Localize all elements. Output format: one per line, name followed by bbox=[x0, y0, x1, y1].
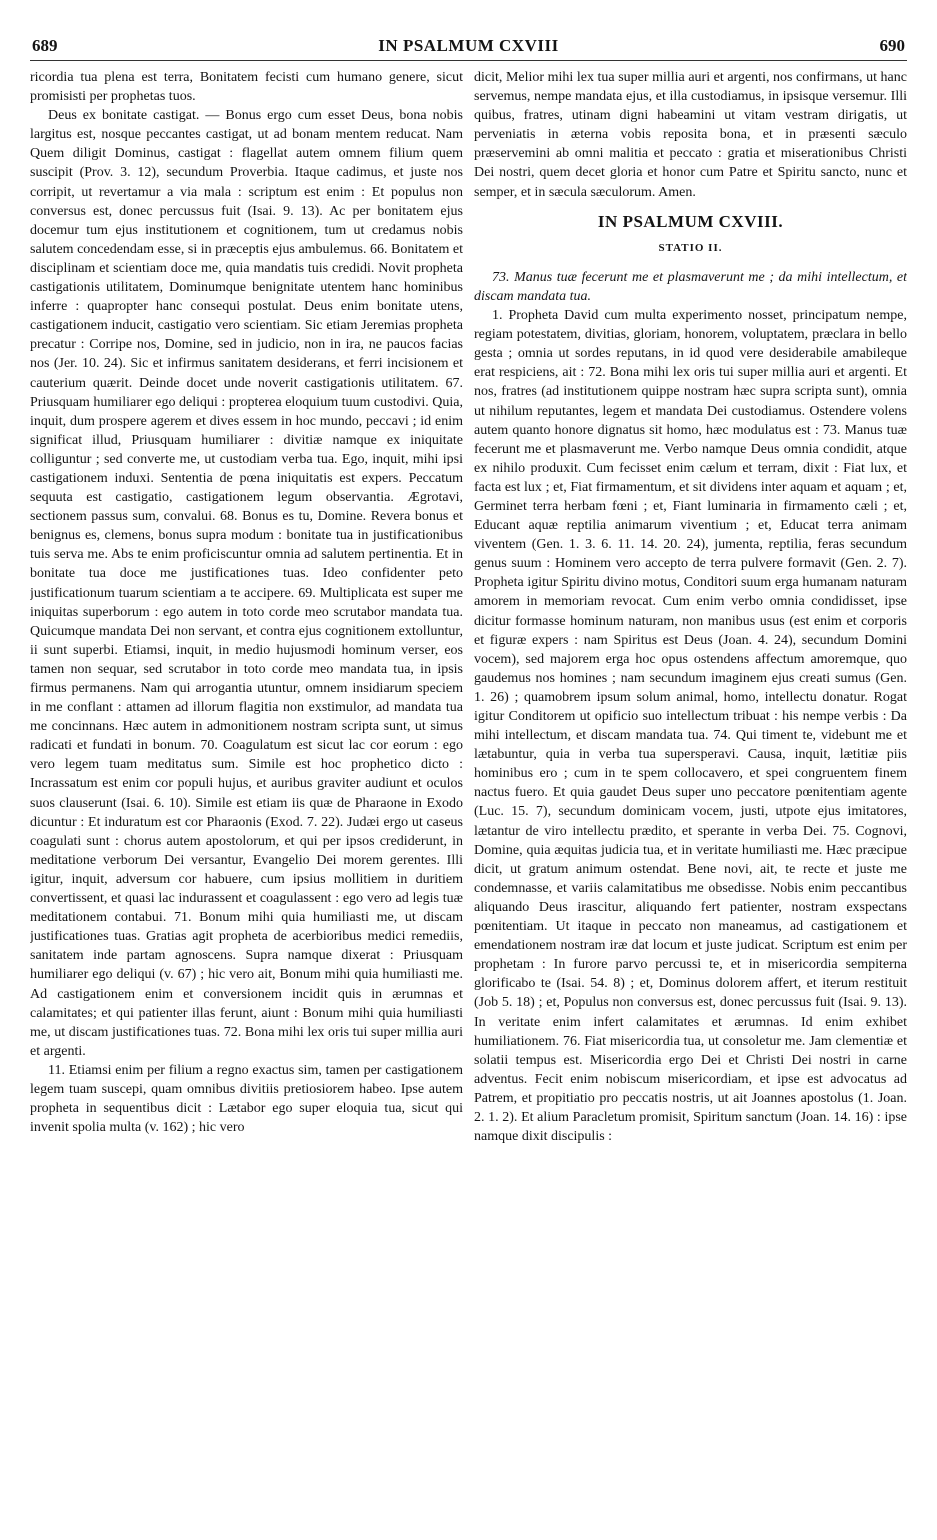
paragraph: 11. Etiamsi enim per filium a regno exactus sim, tamen per castigationem legem tuam suscepi, quam omnibus divitiis pretiosiorem habeo. Ipse autem propheta in sequentibus dicit : Lætabor ego super eloquia tua, sicut qui invenit spolia multa (v. 162) ; hic vero bbox=[30, 1062, 463, 1136]
running-title: IN PSALMUM CXVIII bbox=[378, 36, 559, 55]
verse-heading: 73. Manus tuæ fecerunt me et plasmaverunt me ; da mihi intellectum, et discam mandata tua. bbox=[474, 269, 907, 304]
paragraph: ricordia tua plena est terra, Bonitatem fecisti cum humano genere, sicut promisisti per prophetas tuos. bbox=[30, 70, 463, 105]
running-header bbox=[30, 30, 907, 61]
paragraph: Deus ex bonitate castigat. — Bonus ergo cum esset Deus, bona nobis largitus est, nosque peccantes castigat, ut ad bonam mentem reducat. Nam Quem diligit Dominus, castigat : flagellat autem omnem filium quem suscipit (Prov. 3. 12), secundum Proverbia. Itaque cadimus, et juste nos corripit, ut revertamur a via mala : scriptum est enim : Et populus non conversus est, donec percussus fuit (Isai. 9. 13). Ac per bonitatem ejus docemur tum ejus institutionem et cognitionem, tum ut credamus nobis salutem concedendam esse, si in præceptis ejus ambulemus. 66. Bonitatem et disciplinam et scientiam doce me, quia mandatis tuis credidi. Novit propheta castigationis utilitatem, Dominumque benignitate utentem hanc hominibus inferre : quapropter hanc consequi postulat. Deus enim bonitate utens, castigationem inducit, castigatio vero scientiam. Sic etiam Jeremias propheta precatur : Corripe nos, Domine, sed in judicio, non in ira, ne paucos facias nos (Jer. 10. 24). Sic et infirmus sanitatem desiderans, et ferri incisionem et cauterium quærit. Deinde docet unde noverit castigationis utilitatem. 67. Priusquam humiliarer ego deliqui : propterea eloquium tuum custodivi. Quia, inquit, dum prospere agerem et dives essem in hoc mundo, peccavi ; id enim significat illud, Priusquam humiliarer : divitiæ namque ex iniquitate colliguntur ; sed converte me, ut custodiam verba tua. Ego, inquit, mihi ipsi castigationem induxi. Sententia de pœna iniquitatis est expers. Peccatum sequuta est castigatio, castigationem legum observantia. Ægrotavi, sectionem passus sum, convalui. 68. Bonus es tu, Domine. Revera bonus et benignus es, clemens, bonus supra modum : bonitate tua in justificationibus tuis serva me. Abs te enim proficiscuntur omnia ad salutem pertinentia. Et in bonitate tua doce me justificationes tuas. Ideo confidenter peto justificationum tuarum scientiam a te accipere. 69. Multiplicata est super me iniquitas superborum : ego autem in toto corde meo scrutabor mandata tua. Quicumque mandata Dei non servant, et contra ejus cognitionem extolluntur, ii sunt superbi. Etiamsi, inquit, in medio hujusmodi hominum verser, eos tamen non sequar, sed scrutabor in toto corde meo mandata tua, in ipsis firmus permanens. Nam qui arrogantia utuntur, omnem insidiarum speciem in me conflant : attamen ad illorum flagitia non exstimulor, ad mandata tua me concinnans. Hæc autem in admonitionem nostram scripta sunt, ut simus radicati et fundati in bonum. 70. Coagulatum est sicut lac cor eorum : ego vero legem tuam meditatus sum. Simile est hoc prophetico dicto : Incrassatum est enim cor populi hujus, et auribus graviter audiunt et oculos suos clauserunt (Isai. 6. 10). Simile est etiam iis quæ de Pharaone in Exodo dicuntur : Et induratum est cor Pharaonis (Exod. 7. 22). Judæi ergo ut caseus coagulati sunt : chorus autem apostolorum, et qui per ipsos crediderunt, in meditatione verborum Dei versantur, Evangelio Dei morem gerentes. Illi igitur, inquit, adversum cor habuere, cum ipsius mollitiem in duritiem convertissent, et quasi lac indurassent et coagulassent : ego vero ad legis tuæ meditationem contabui. 71. Bonum mihi quia humiliasti me, ut discam justificationes tuas. Gratias agit propheta de acerbioribus medici remediis, sanitatem inde partam agnoscens. Supra namque dixerat : Priusquam humiliarer ego deliqui (v. 67) ; hic vero ait, Bonum mihi quia humiliasti me. Ad castigationem enim et conversionem incidit quis in ærumnas et calamitates; et qui patienter illas ferunt, aiunt : Bonum mihi quia humiliasti me, ut discam justificationes tuas. 72. Bona mihi lex oris tui super millia auri et argenti. bbox=[30, 108, 463, 1059]
right-column bbox=[474, 68, 907, 1528]
statio-heading: STATIO II. bbox=[658, 241, 723, 254]
left-column bbox=[30, 68, 463, 1528]
paragraph: 1. Propheta David cum multa experimento nosset, principatum nempe, regiam potestatem, divitias, gloriam, honorem, voluptatem, præclara in bello gesta ; omnia ut sordes reputans, in id quod vere desiderabile amabileque erat respiciens, ait : 72. Bona mihi lex oris tui super millia auri et argenti. Et nos, fratres (ad institutionem quippe nostram hæc supra scripta sunt), omnia ut nihilum reputantes, legem et mandata Dei custodiamus. Ostendere volens autem quanto honore dignatus sit homo, hæc modulatus est : 73. Manus tuæ fecerunt me et plasmaverunt me. Verbo namque Deus omnia condidit, atque ex nihilo produxit. Cum fecisset enim cælum et terram, dixit : Fiat lux, et facta est lux ; et, Fiat firmamentum, et sit dividens inter aquam et aquam ; et, Germinet terra herbam fœni ; et, Fiant luminaria in firmamento cæli ; et, Educant aquæ reptilia animarum viventium ; et, Educat terra animam viventem (Gen. 1. 3. 6. 11. 14. 20. 24), jumenta, reptilia, feras secundum genus suum : Hominem vero accepto de terra pulvere formavit (Gen. 2. 7). Propheta igitur Spiritu divino motus, Conditori suum erga humanam naturam amorem in memoriam revocat. Cum enim verbo omnia condidisset, ipse dicitur formasse hominum naturam, non manibus usus (est enim et corporis et figuræ expers : nam Spiritus est Deus (Joan. 4. 24), secundum Domini vocem), sed majorem erga hoc opus ostendens affectum amoremque, quo gaudemus nos homines ; nam secundum imaginem ejus creati sumus (Gen. 1. 26) ; quamobrem ipsum solum animal, homo, intellectu donatur. Rogat igitur Conditorem ut opificio suo intellectum tribuat : his nempe verbis : Da mihi intellectum, et discam mandata tua. 74. Qui timent te, videbunt me et lætabuntur, quia in verba tua supersperavi. Causa, inquit, lætitiæ piis hominibus ero ; cum in te spem collocavero, et spei congruentem finem nactus fuero. Et quia gaudet Deus super uno peccatore pœnitentiam agente (Luc. 15. 7), secundum dominicam vocem, justi, utpote ejus imitatores, lætantur de viro intellectu prædito, et sperante in verba Dei. 75. Cognovi, Domine, quia æquitas judicia tua, et in veritate humiliasti me. Hæc præcipue dicit, ut gratum animum ostendat. Bene novi, ait, te recte et juste me condemnasse, et variis calamitatibus me obsedisse. Nobis enim peccantibus aliquando Deus irascitur, aliquando fert patienter, nostram exspectans pœnitentiam. Ut itaque in peccato non maneamus, ad castigationem et emendationem nostram iræ dat locum et juste judicat. Scriptum est enim per prophetam : In furore parvo percussi te, et in misericordia sempiterna glorificabo te (Isai. 54. 8) ; et, Dominus dolorem affert, et iterum restituit (Job 5. 18) ; et, Populus non conversus est, donec percussus fuit (Isai. 9. 13). In veritate enim infert calamitates et ærumnas. Id enim exhibet humiliationem. 76. Fiat misericordia tua, ut consoletur me. Jam clementiæ et solatii tempus est. Misericordia ergo Dei et Christi Dei nostri in carne adventus. Fecit enim nobiscum misericordiam, et ipse est advocatus ad Patrem, et propitiatio pro peccatis nostris, ut ait Joannes apostolus (1. Joan. 2. 1. 2). Et alium Paracletum promisit, Spiritum sanctum (Joan. 14. 16) : ipse namque dixit discipulis : bbox=[474, 308, 907, 1145]
section-title: IN PSALMUM CXVIII. bbox=[597, 211, 784, 231]
paragraph: dicit, Melior mihi lex tua super millia auri et argenti, nos confirmans, ut hanc servemus, nempe mandata ejus, et illa custodiamus, in ipsisque versemur. Illi quibus, fratres, utinam digni habeamini ut vitam vestram dirigatis, ut perveniatis in æterna vobis reposita bona, et in præsenti sæculo præservemini ab omni malitia et peccato : gratia et miserationibus Christi Dei nostri, quem decet gloria et honor cum Patre et Spiritu sancto, nunc et semper, et in sæcula sæculorum. Amen. bbox=[474, 70, 907, 200]
page-number-left: 689 bbox=[32, 36, 58, 55]
page-number-right: 690 bbox=[879, 36, 905, 55]
